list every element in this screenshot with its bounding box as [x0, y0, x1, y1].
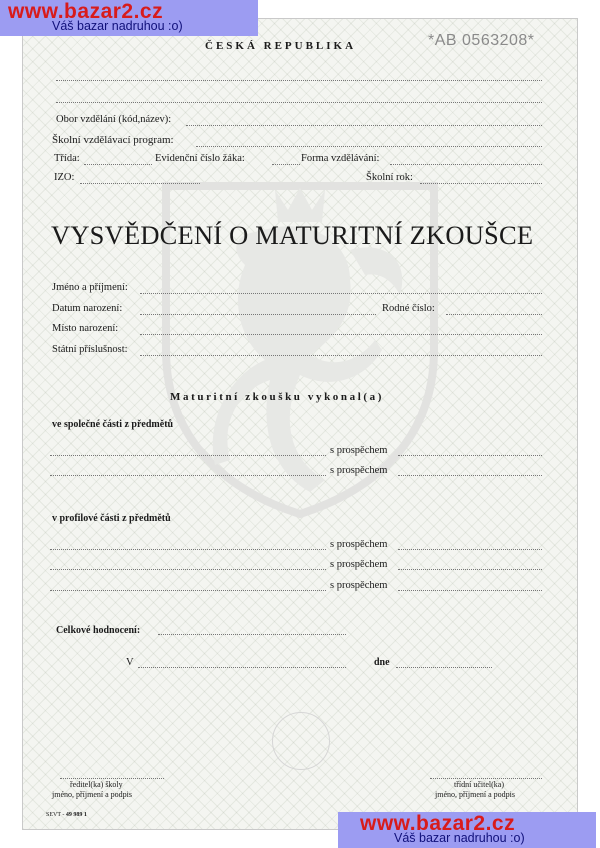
common-grade-label-1: s prospěchem — [330, 445, 388, 456]
overall-line — [158, 634, 346, 635]
profile-grade-label-3: s prospěchem — [330, 580, 388, 591]
watermark-slogan: Váš bazar nadruhou :o) — [52, 19, 183, 33]
pob-line — [140, 334, 542, 335]
school-year-label: Školní rok: — [366, 172, 413, 183]
pob-label: Místo narození: — [52, 323, 119, 334]
profile-part-label: v profilové části z předmětů — [52, 513, 171, 524]
citizenship-line — [140, 355, 542, 356]
watermark-url: www.bazar2.cz — [8, 0, 164, 23]
right-signature-role: třídní učitel(ka) — [454, 780, 504, 789]
seal-circle — [272, 712, 330, 770]
watermark-banner-top — [0, 0, 258, 36]
profile-grade-label-2: s prospěchem — [330, 559, 388, 570]
name-label: Jméno a příjmení: — [52, 282, 128, 293]
profile-grade-line-3 — [398, 590, 542, 591]
document-title: VYSVĚDČENÍ O MATURITNÍ ZKOUŠCE — [51, 220, 534, 250]
profile-subject-line-1 — [50, 549, 326, 550]
common-subject-line-1 — [50, 455, 326, 456]
field-label: Obor vzdělání (kód,název): — [56, 114, 172, 125]
dob-label: Datum narození: — [52, 303, 123, 314]
student-id-line — [272, 164, 300, 165]
profile-grade-line-2 — [398, 569, 542, 570]
school-name-line-2 — [56, 102, 542, 103]
birth-number-label: Rodné číslo: — [382, 303, 435, 314]
common-grade-label-2: s prospěchem — [330, 465, 388, 476]
overall-label: Celkové hodnocení: — [56, 625, 141, 636]
name-line — [140, 293, 542, 294]
exam-heading: Maturitní zkoušku vykonal(a) — [170, 391, 384, 403]
student-id-label: Evidenční číslo žáka: — [155, 153, 245, 164]
watermark-url-bottom: www.bazar2.cz — [360, 812, 516, 835]
common-part-label: ve společné části z předmětů — [52, 419, 174, 430]
profile-grade-line-1 — [398, 549, 542, 550]
right-signature-sub: jméno, příjmení a podpis — [435, 790, 515, 799]
program-label: Školní vzdělávací program: — [52, 134, 174, 146]
form-code: SEVT - 49 989 1 — [46, 812, 87, 818]
dob-line — [140, 314, 376, 315]
birth-number-line — [446, 314, 542, 315]
profile-subject-line-2 — [50, 569, 326, 570]
izo-label: IZO: — [54, 172, 75, 183]
class-label: Třída: — [54, 153, 80, 164]
form-label: Forma vzdělávání: — [301, 153, 380, 164]
common-grade-line-2 — [398, 475, 542, 476]
form-number-text: 49 989 1 — [65, 812, 87, 818]
form-line — [390, 164, 542, 165]
watermark-slogan-bottom: Váš bazar nadruhou :o) — [394, 831, 525, 845]
izo-line — [80, 183, 200, 184]
left-signature-line — [60, 778, 164, 779]
form-code-text: SEVT — [46, 812, 61, 818]
profile-grade-label-1: s prospěchem — [330, 539, 388, 550]
left-signature-sub: jméno, příjmení a podpis — [52, 790, 132, 799]
place-label: V — [126, 657, 134, 668]
serial-number: *AB 0563208* — [428, 32, 535, 49]
common-subject-line-2 — [50, 475, 326, 476]
place-line — [138, 667, 346, 668]
left-signature-role: ředitel(ka) školy — [70, 780, 123, 789]
country-heading: ČESKÁ REPUBLIKA — [205, 40, 357, 52]
profile-subject-line-3 — [50, 590, 326, 591]
date-line — [396, 667, 492, 668]
school-year-line — [420, 183, 542, 184]
watermark-banner-bottom — [338, 812, 596, 848]
common-grade-line-1 — [398, 455, 542, 456]
program-line — [196, 146, 542, 147]
class-line — [84, 164, 152, 165]
citizenship-label: Státní příslušnost: — [52, 344, 128, 355]
field-line — [186, 125, 542, 126]
date-label: dne — [374, 657, 390, 668]
school-name-line-1 — [56, 80, 542, 81]
right-signature-line — [430, 778, 542, 779]
